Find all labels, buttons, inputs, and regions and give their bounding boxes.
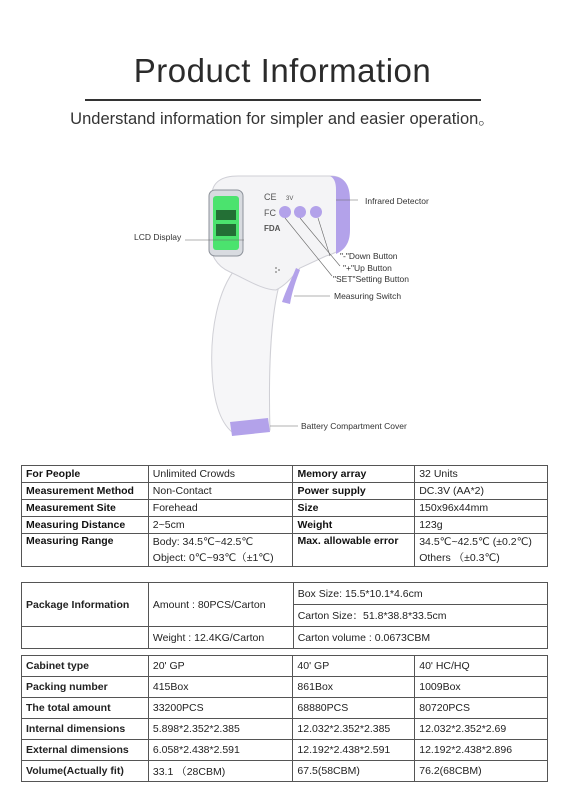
cabinet-table (21, 655, 548, 782)
spec-label: Memory array (293, 466, 415, 483)
cabinet-value: 12.032*2.352*2.69 (415, 719, 548, 740)
table-row (22, 500, 548, 517)
page-title: Product Information (133, 52, 432, 89)
table-row (22, 698, 548, 719)
cabinet-value: 12.192*2.438*2.896 (415, 740, 548, 761)
lcd-digits-2 (216, 224, 236, 236)
lcd-screen (213, 196, 239, 250)
package-carton-volume: Carton volume : 0.0673CBM (293, 627, 547, 649)
battery-cover-label: Battery Compartment Cover (301, 421, 407, 431)
table-row (22, 677, 548, 698)
table-row (22, 719, 548, 740)
table-row (22, 517, 548, 534)
package-empty-cell (22, 627, 149, 649)
set-button-label: "SET"Setting Button (333, 274, 409, 284)
spec-value: Non-Contact (148, 483, 293, 500)
cabinet-label: Cabinet type (22, 656, 149, 677)
package-weight: Weight : 12.4KG/Carton (148, 627, 293, 649)
lcd-display-label: LCD Display (134, 232, 182, 242)
table-row (22, 466, 548, 483)
body-range: Body: 34.5℃~42.5℃ (152, 536, 254, 548)
fda-mark: FDA (264, 224, 281, 233)
package-table (21, 582, 548, 649)
thermometer-illustration (0, 160, 565, 450)
spec-value: 32 Units (415, 466, 548, 483)
fc-mark: FC (264, 208, 276, 218)
thermometer-diagram (0, 160, 565, 450)
cabinet-label: External dimensions (22, 740, 149, 761)
cabinet-value: 1009Box (415, 677, 548, 698)
package-carton-size: Carton Size：51.8*38.8*33.5cm (293, 605, 547, 627)
error-range-2: Others （±0.3℃) (419, 552, 500, 564)
cabinet-value: 20' GP (148, 656, 293, 677)
speaker-dot (278, 269, 280, 271)
cabinet-value: 12.192*2.438*2.591 (293, 740, 415, 761)
spec-label: Weight (293, 517, 415, 534)
spec-value: 2~5cm (148, 517, 293, 534)
cabinet-value: 33.1 （28CBM) (148, 761, 293, 782)
package-label: Package Information (22, 583, 149, 627)
package-amount: Amount : 80PCS/Carton (148, 583, 293, 627)
infrared-detector-label: Infrared Detector (365, 196, 429, 206)
table-row (22, 740, 548, 761)
specs-table (21, 465, 548, 567)
cabinet-value: 80720PCS (415, 698, 548, 719)
spec-value: 123g (415, 517, 548, 534)
cabinet-label: Internal dimensions (22, 719, 149, 740)
package-box-size: Box Size: 15.5*10.1*4.6cm (293, 583, 547, 605)
set-button (310, 206, 322, 218)
ce-mark: CE (264, 192, 277, 202)
cabinet-value: 12.032*2.352*2.385 (293, 719, 415, 740)
spec-value-range (148, 534, 293, 567)
spec-label: Measuring Distance (22, 517, 149, 534)
spec-label: Measurement Site (22, 500, 149, 517)
cabinet-value: 40' GP (293, 656, 415, 677)
cabinet-value: 6.058*2.438*2.591 (148, 740, 293, 761)
title-divider (85, 99, 481, 101)
cabinet-value: 33200PCS (148, 698, 293, 719)
table-row (22, 761, 548, 782)
table-row (22, 583, 548, 605)
up-button (294, 206, 306, 218)
cabinet-label: Packing number (22, 677, 149, 698)
spec-value: DC.3V (AA*2) (415, 483, 548, 500)
table-row (22, 656, 548, 677)
cabinet-value: 67.5(58CBM) (293, 761, 415, 782)
page-subtitle: Understand information for simpler and easier operation。 (70, 110, 495, 128)
cabinet-value: 415Box (148, 677, 293, 698)
spec-value: 150x96x44mm (415, 500, 548, 517)
spec-value-error (415, 534, 548, 567)
cabinet-value: 76.2(68CBM) (415, 761, 548, 782)
table-row (22, 534, 548, 567)
spec-label: Size (293, 500, 415, 517)
error-range-1: 34.5℃~42.5℃ (±0.2℃) (419, 536, 532, 548)
spec-label: Power supply (293, 483, 415, 500)
cabinet-value: 40' HC/HQ (415, 656, 548, 677)
table-row (22, 483, 548, 500)
measuring-switch-label: Measuring Switch (334, 291, 402, 301)
speaker-dot (275, 267, 277, 269)
spec-label: Max. allowable error (293, 534, 415, 567)
object-range: Object: 0℃~93℃（±1℃) (152, 552, 274, 564)
speaker-dot (275, 271, 277, 273)
down-button-label: "-"Down Button (340, 251, 398, 261)
cabinet-value: 861Box (293, 677, 415, 698)
cabinet-label: Volume(Actually fit) (22, 761, 149, 782)
spec-value: Forehead (148, 500, 293, 517)
table-row (22, 627, 548, 649)
voltage-mark: 3V (286, 196, 294, 202)
cabinet-value: 68880PCS (293, 698, 415, 719)
spec-label: For People (22, 466, 149, 483)
lcd-digits-1 (216, 210, 236, 220)
spec-value: Unlimited Crowds (148, 466, 293, 483)
spec-label: Measurement Method (22, 483, 149, 500)
spec-label: Measuring Range (22, 534, 149, 567)
cabinet-label: The total amount (22, 698, 149, 719)
down-button (279, 206, 291, 218)
up-button-label: "+"Up Button (343, 263, 392, 273)
cabinet-value: 5.898*2.352*2.385 (148, 719, 293, 740)
